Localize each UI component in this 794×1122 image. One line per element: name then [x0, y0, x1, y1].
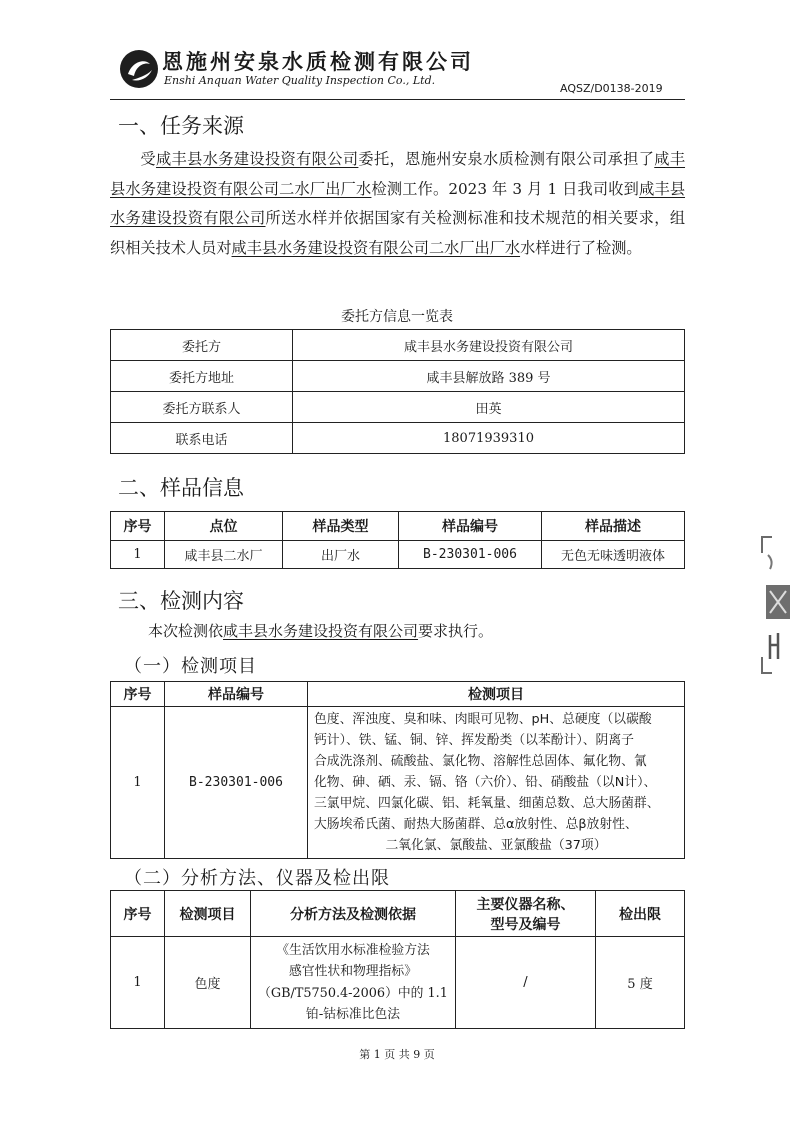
- company-name-cn: 恩施州安泉水质检测有限公司: [162, 49, 474, 74]
- test-items-line: 二氧化氯、氯酸盐、亚氯酸盐（37项）: [385, 838, 607, 853]
- label-cell: 联系电话: [111, 423, 293, 454]
- header-cell: 检测项目: [308, 682, 685, 707]
- client-name-underlined-3: 咸丰县水务建设投资有限公司: [223, 622, 419, 640]
- test-items-table: [110, 681, 685, 859]
- label-cell: 委托方: [111, 330, 293, 361]
- header-cell: 点位: [165, 512, 283, 541]
- section1-heading: 一、任务来源: [118, 114, 244, 138]
- table-header-row: [111, 682, 685, 707]
- test-items-line: 化物、砷、硒、汞、镉、铬（六价）、铅、硝酸盐（以N计）、: [314, 775, 657, 790]
- cell: 5 度: [596, 937, 685, 1029]
- test-items-line: 钙计）、铁、锰、铜、锌、挥发酚类（以苯酚计）、阴离子: [314, 733, 634, 748]
- method-line: 铂-钴标准比色法: [305, 1007, 401, 1022]
- test-items-line: 合成洗涤剂、硫酸盐、氯化物、溶解性总固体、氟化物、氰: [314, 754, 647, 769]
- method-line: 感官性状和物理指标》: [289, 964, 417, 979]
- table-row: [111, 392, 685, 423]
- header-cell: 样品编号: [165, 682, 308, 707]
- seal-stamp-icon: [758, 535, 794, 675]
- header-cell: 样品描述: [542, 512, 685, 541]
- method-line: （GB/T5750.4-2006）中的 1.1: [258, 985, 448, 1001]
- value-cell: 咸丰县水务建设投资有限公司: [293, 330, 685, 361]
- section2-heading: 二、样品信息: [118, 476, 244, 500]
- header-cell: 序号: [111, 891, 165, 937]
- header-cell: 序号: [111, 682, 165, 707]
- cell: 1: [111, 707, 165, 859]
- cell: 1: [111, 937, 165, 1029]
- test-items-line: 色度、浑浊度、臭和味、肉眼可见物、pH、总硬度（以碳酸: [314, 712, 652, 727]
- table-row: [111, 937, 685, 1029]
- page-footer: 第 1 页 共 9 页: [359, 1048, 435, 1061]
- header-cell: 检出限: [596, 891, 685, 937]
- label-cell: 委托方地址: [111, 361, 293, 392]
- cell: 1: [111, 541, 165, 569]
- header-cell: 序号: [111, 512, 165, 541]
- client-table-caption: 委托方信息一览表: [341, 309, 453, 325]
- method-line: 《生活饮用水标准检验方法: [276, 942, 430, 958]
- company-name-en: Enshi Anquan Water Quality Inspection Co., Ltd.: [164, 74, 436, 87]
- project-name-underlined-2: 咸丰县水务建设投资有限公司二水厂出厂水: [231, 238, 521, 257]
- client-info-table: [110, 329, 685, 454]
- table-row: [111, 541, 685, 569]
- value-cell: 咸丰县解放路 389 号: [293, 361, 685, 392]
- cell: 色度: [165, 937, 251, 1029]
- header-cell: 主要仪器名称、 型号及编号: [456, 891, 596, 937]
- project-name-underlined: 咸丰县水务建设投资有限公司二水厂出厂水: [110, 150, 686, 198]
- task-source-paragraph: 受咸丰县水务建设投资有限公司委托，恩施州安泉水质检测有限公司承担了咸丰县水务建设投资有限公司二水厂出厂水检测工作。2023 年 3 月 1 日我司收到咸丰县水务建设投资有限公司所送水样并依据国家有关检测标准和技术规范的相关要求，组织相关技术人员对咸丰县水务建设投资有限公司二水厂出厂水水样进行了检测。: [110, 150, 686, 257]
- sample-info-table: [110, 511, 685, 569]
- analysis-method-table: [110, 890, 685, 1029]
- company-logo-icon: [118, 48, 160, 90]
- value-cell: 田英: [293, 392, 685, 423]
- table-row: [111, 361, 685, 392]
- cell: B-230301-006: [399, 541, 542, 569]
- label-cell: 委托方联系人: [111, 392, 293, 423]
- table-header-row: [111, 512, 685, 541]
- test-items-line: 大肠埃希氏菌、耐热大肠菌群、总α放射性、总β放射性、: [314, 817, 638, 832]
- header-cell: 分析方法及检测依据: [251, 891, 456, 937]
- client-name-underlined: 咸丰县水务建设投资有限公司: [155, 150, 359, 168]
- test-items-cell: [308, 707, 685, 859]
- table-row: [111, 423, 685, 454]
- cell: 出厂水: [283, 541, 399, 569]
- subsection1-heading: （一）检测项目: [124, 656, 257, 677]
- client-name-underlined-2: 咸丰县水务建设投资有限公司: [110, 179, 686, 227]
- cell: B-230301-006: [165, 707, 308, 859]
- test-items-line: 三氯甲烷、四氯化碳、铝、耗氧量、细菌总数、总大肠菌群、: [314, 796, 660, 811]
- value-cell: 18071939310: [293, 423, 685, 454]
- table-row: [111, 707, 685, 859]
- cell: /: [456, 937, 596, 1029]
- cell: 咸丰县二水厂: [165, 541, 283, 569]
- cell: 无色无味透明液体: [542, 541, 685, 569]
- method-cell: [251, 937, 456, 1029]
- section3-intro: 本次检测依咸丰县水务建设投资有限公司要求执行。: [148, 622, 494, 640]
- document-number: AQSZ/D0138-2019: [560, 82, 663, 95]
- table-row: [111, 330, 685, 361]
- header-cell: 检测项目: [165, 891, 251, 937]
- header-cell: 样品类型: [283, 512, 399, 541]
- header-divider: [110, 99, 685, 100]
- subsection2-heading: （二）分析方法、仪器及检出限: [124, 868, 390, 889]
- header-cell: 样品编号: [399, 512, 542, 541]
- section3-heading: 三、检测内容: [118, 589, 244, 613]
- table-header-row: [111, 891, 685, 937]
